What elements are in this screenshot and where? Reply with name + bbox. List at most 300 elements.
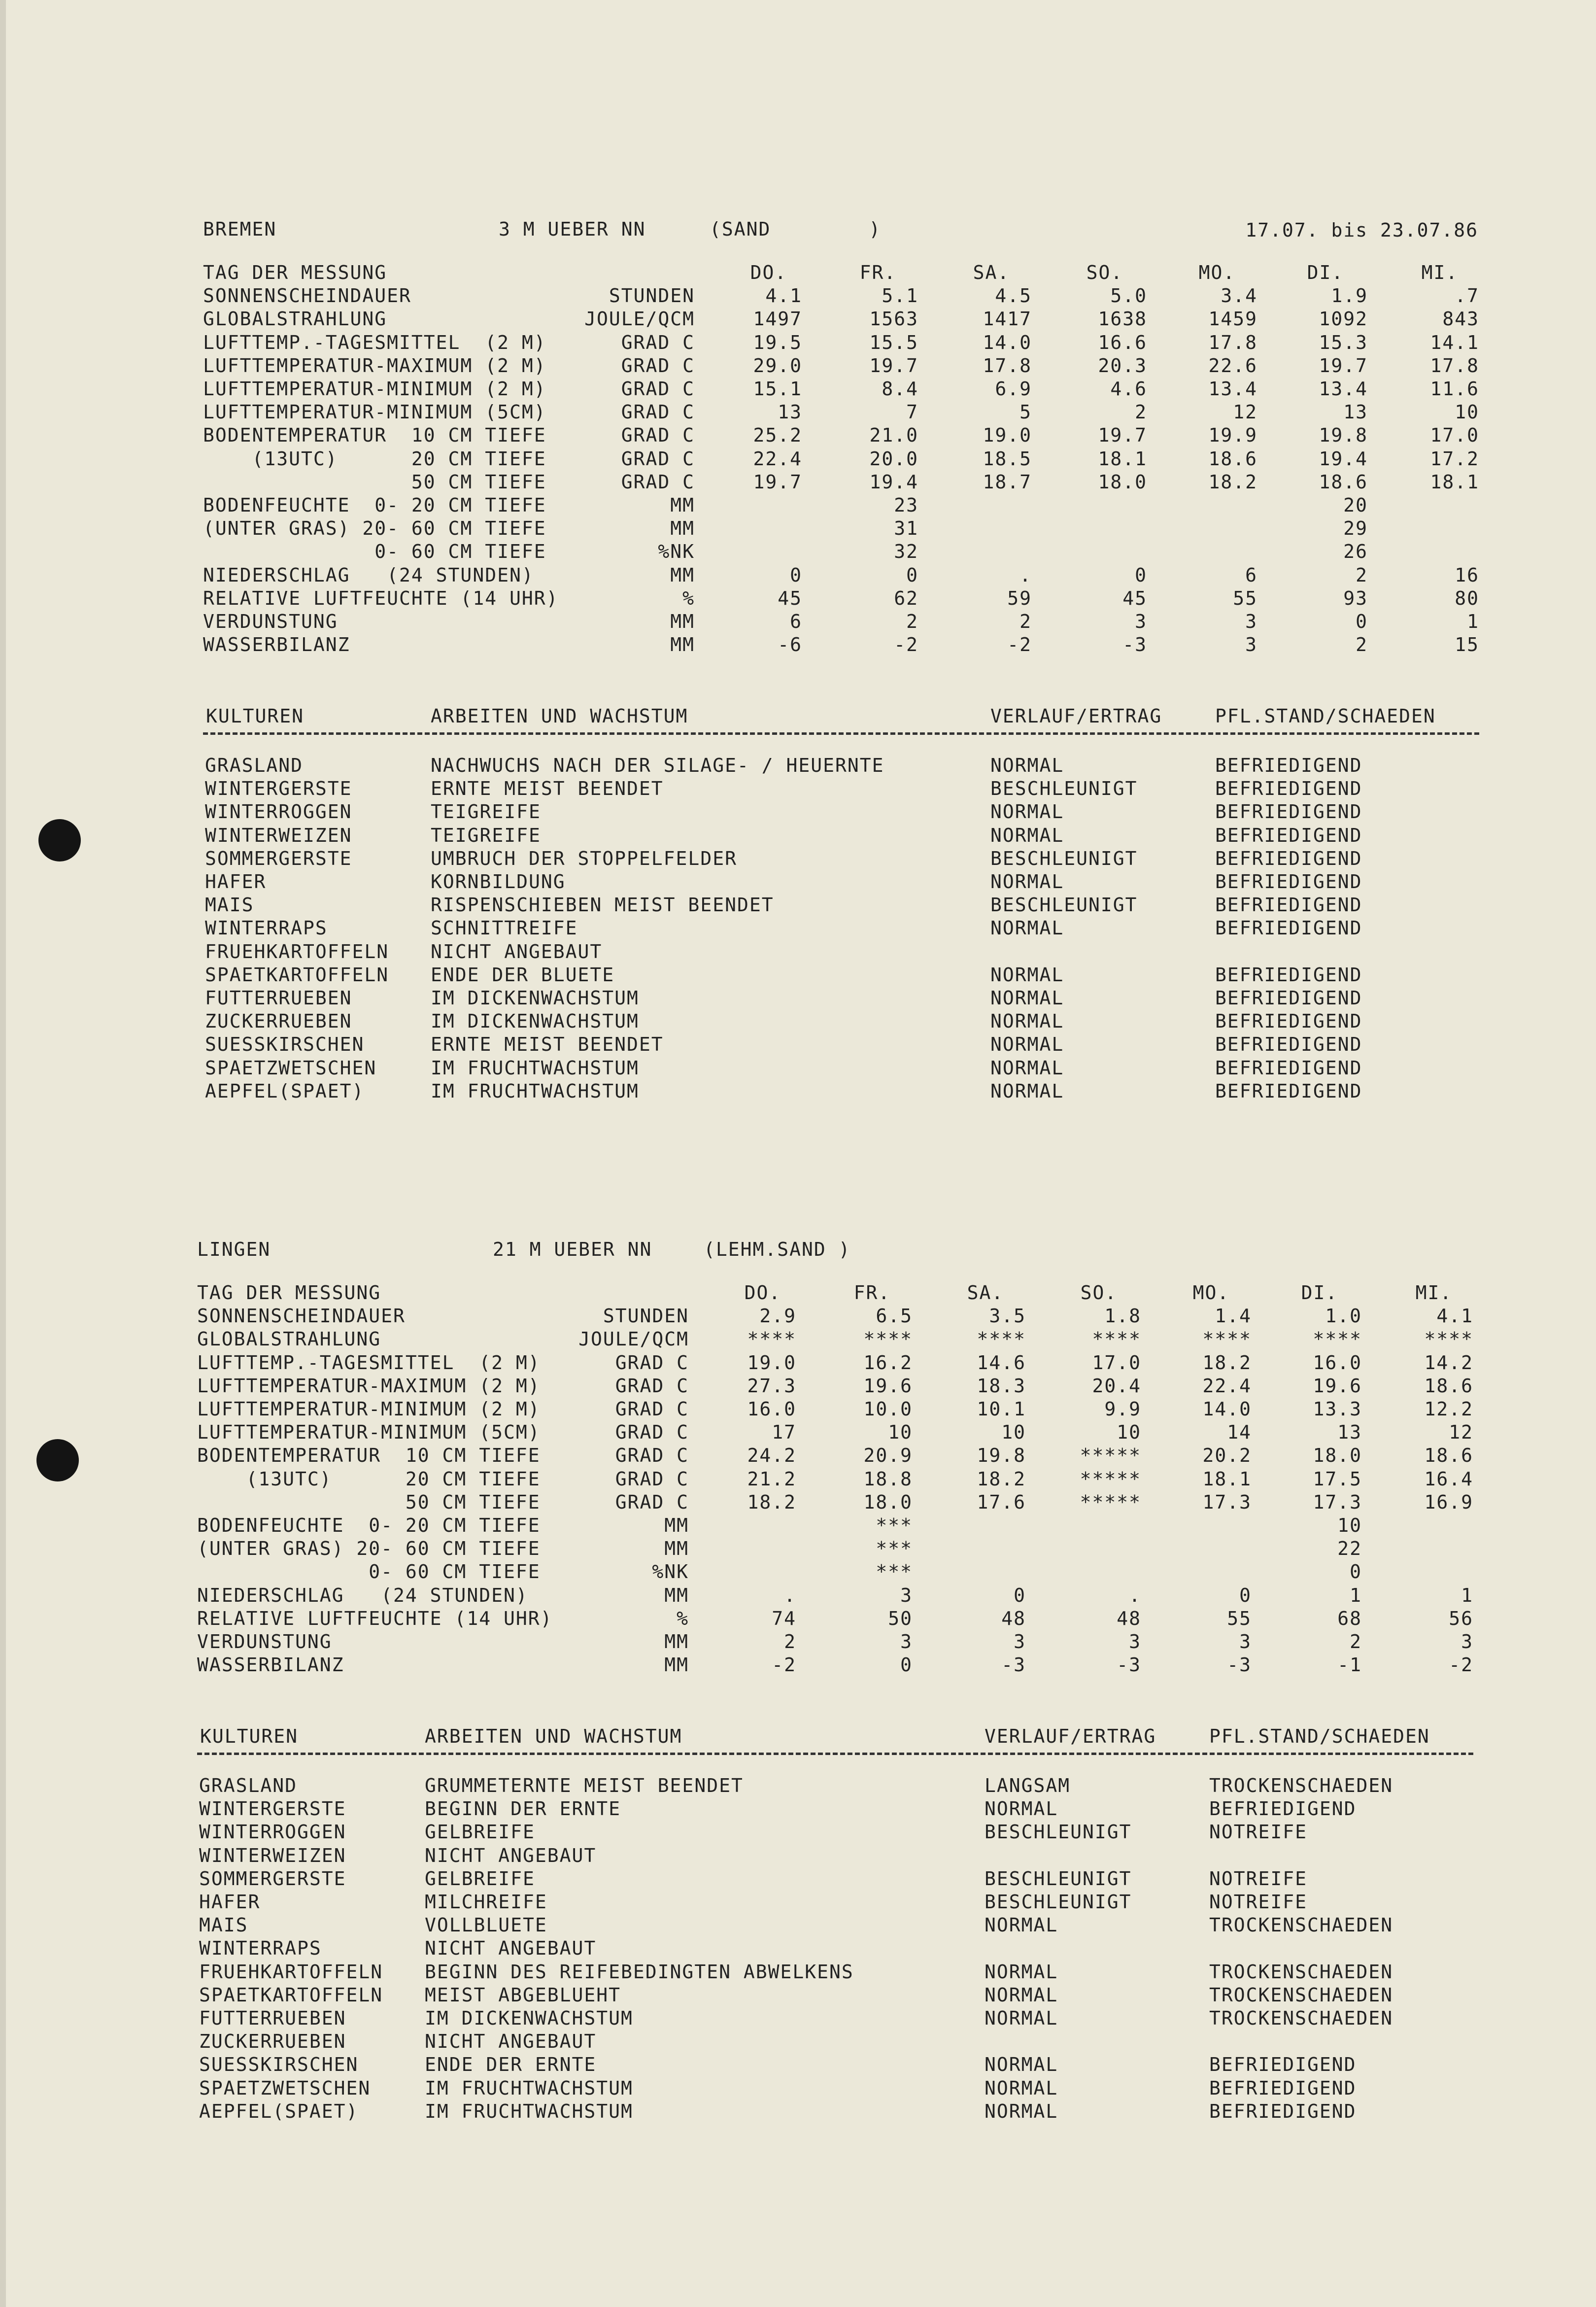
weather-value: .7 — [1455, 285, 1479, 307]
crop-state: NOTREIFE — [1209, 1867, 1308, 1890]
crop-name: SPAETKARTOFFELN — [205, 964, 389, 986]
weather-value: . — [1129, 1584, 1141, 1606]
crop-work: MEIST ABGEBLUEHT — [425, 1984, 621, 2006]
crop-work: UMBRUCH DER STOPPELFELDER — [431, 847, 737, 869]
day-header: DO. — [750, 262, 787, 283]
weather-value: 19.5 — [753, 331, 802, 353]
crop-work: ERNTE MEIST BEENDET — [431, 1033, 664, 1056]
weather-row-unit: MM — [670, 611, 695, 632]
weather-value: 1.8 — [1104, 1305, 1141, 1327]
crop-name: FRUEHKARTOFFELN — [199, 1961, 383, 1983]
weather-value: 21.0 — [869, 424, 918, 447]
weather-value: 18.1 — [1430, 471, 1479, 493]
weather-header-label: TAG DER MESSUNG — [197, 1282, 381, 1304]
crop-work: GRUMMETERNTE MEIST BEENDET — [425, 1775, 744, 1796]
crop-work: TEIGREIFE — [431, 824, 541, 846]
weather-value: 10 — [1337, 1515, 1362, 1536]
weather-value: **** — [1313, 1328, 1362, 1350]
crop-state: BEFRIEDIGEND — [1215, 1080, 1362, 1102]
weather-value: 16.0 — [747, 1398, 796, 1420]
weather-value: 1 — [1461, 1584, 1473, 1606]
weather-row-label: LUFTTEMPERATUR-MAXIMUM (2 M) — [203, 354, 546, 377]
crop-state: TROCKENSCHAEDEN — [1209, 1914, 1393, 1936]
weather-row-unit: GRAD C — [615, 1421, 689, 1444]
weather-row-unit: %NK — [652, 1561, 689, 1583]
weather-value: 48 — [1001, 1607, 1026, 1629]
crop-state: BEFRIEDIGEND — [1209, 2100, 1357, 2122]
weather-value: 14.0 — [1202, 1398, 1252, 1420]
weather-value: 1563 — [869, 308, 918, 330]
weather-value: 1638 — [1098, 308, 1147, 330]
weather-value: 10 — [1001, 1421, 1026, 1444]
crop-name: SOMMERGERSTE — [205, 847, 352, 869]
weather-row-label: (13UTC) 20 CM TIEFE — [197, 1468, 541, 1490]
weather-value: 18.8 — [863, 1468, 913, 1490]
crop-work: ENDE DER BLUETE — [431, 964, 615, 986]
crop-work: NICHT ANGEBAUT — [425, 1937, 597, 1960]
weather-value: 1497 — [753, 308, 802, 330]
weather-value: 17.3 — [1313, 1491, 1362, 1513]
weather-row-label: NIEDERSCHLAG (24 STUNDEN) — [197, 1584, 528, 1606]
weather-value: 19.6 — [863, 1375, 913, 1397]
crop-name: WINTERWEIZEN — [199, 1844, 346, 1866]
weather-value: *** — [876, 1515, 913, 1536]
weather-value: 45 — [1122, 587, 1147, 609]
weather-row-unit: GRAD C — [621, 401, 695, 423]
crop-state: BEFRIEDIGEND — [1215, 894, 1362, 916]
day-header: MI. — [1421, 262, 1459, 283]
crop-state: BEFRIEDIGEND — [1215, 1057, 1362, 1079]
crop-state: TROCKENSCHAEDEN — [1209, 1775, 1393, 1796]
crop-name: WINTERROGGEN — [205, 801, 352, 823]
crop-course: NORMAL — [985, 2100, 1058, 2122]
crop-work: BEGINN DES REIFEBEDINGTEN ABWELKENS — [425, 1961, 854, 1983]
weather-value: 5.0 — [1110, 285, 1147, 307]
weather-value: 843 — [1442, 308, 1479, 330]
weather-value: 18.2 — [1202, 1351, 1252, 1374]
weather-value: 2 — [1019, 611, 1032, 632]
weather-value: 3 — [900, 1584, 913, 1606]
weather-value: 12.2 — [1424, 1398, 1473, 1420]
crop-course: NORMAL — [990, 824, 1064, 846]
weather-row-unit: MM — [670, 634, 695, 656]
weather-value: 4.6 — [1110, 378, 1147, 400]
weather-value: 3 — [1129, 1631, 1141, 1653]
weather-value: 1.0 — [1325, 1305, 1362, 1327]
crop-course: BESCHLEUNIGT — [985, 1891, 1132, 1913]
day-header: SA. — [967, 1282, 1004, 1304]
weather-value: 7 — [906, 401, 918, 423]
weather-value: 18.2 — [977, 1468, 1026, 1490]
weather-row-unit: GRAD C — [615, 1445, 689, 1467]
weather-value: 56 — [1449, 1607, 1473, 1629]
weather-value: 5.1 — [882, 285, 918, 307]
crop-state: BEFRIEDIGEND — [1209, 1798, 1357, 1820]
weather-row-unit: GRAD C — [615, 1351, 689, 1374]
page-edge — [0, 0, 6, 2307]
day-header: DI. — [1301, 1282, 1338, 1304]
weather-value: 0 — [906, 564, 918, 586]
weather-value: 2 — [906, 611, 918, 632]
weather-value: 13 — [1337, 1421, 1362, 1444]
crop-work: VOLLBLUETE — [425, 1914, 547, 1936]
weather-value: 17.0 — [1092, 1351, 1141, 1374]
crop-name: WINTERRAPS — [199, 1937, 322, 1960]
weather-value: 19.4 — [1319, 448, 1368, 470]
weather-row-unit: GRAD C — [615, 1468, 689, 1490]
crop-course: NORMAL — [990, 987, 1064, 1009]
crop-name: GRASLAND — [199, 1775, 298, 1796]
crop-name: WINTERGERSTE — [199, 1798, 346, 1820]
weather-value: 0 — [790, 564, 802, 586]
weather-value: 18.2 — [747, 1491, 796, 1513]
weather-value: 1.9 — [1331, 285, 1368, 307]
crop-course: NORMAL — [985, 1961, 1058, 1983]
weather-value: 16.6 — [1098, 331, 1147, 353]
weather-row-label: 0- 60 CM TIEFE — [197, 1561, 541, 1583]
crop-state: TROCKENSCHAEDEN — [1209, 1984, 1393, 2006]
weather-value: 10.1 — [977, 1398, 1026, 1420]
weather-value: 3 — [1239, 1631, 1252, 1653]
weather-value: -3 — [1001, 1654, 1026, 1676]
weather-value: 22.4 — [1202, 1375, 1252, 1397]
crop-work: SCHNITTREIFE — [431, 917, 578, 939]
crop-name: SPAETZWETSCHEN — [205, 1057, 377, 1079]
weather-value: 12 — [1233, 401, 1257, 423]
weather-value: 20.2 — [1202, 1445, 1252, 1467]
crops-header-course: VERLAUF/ERTRAG — [985, 1725, 1156, 1747]
weather-row-label: NIEDERSCHLAG (24 STUNDEN) — [203, 564, 534, 586]
weather-value: 15.3 — [1319, 331, 1368, 353]
weather-value: 15.1 — [753, 378, 802, 400]
weather-value: 2 — [1350, 1631, 1362, 1653]
weather-value: -2 — [772, 1654, 796, 1676]
crop-name: MAIS — [205, 894, 254, 916]
weather-row-unit: % — [682, 587, 695, 609]
weather-value: 31 — [894, 517, 918, 540]
crop-work: RISPENSCHIEBEN MEIST BEENDET — [431, 894, 774, 916]
weather-value: 18.3 — [977, 1375, 1026, 1397]
weather-value: **** — [977, 1328, 1026, 1350]
weather-value: 16 — [1455, 564, 1479, 586]
weather-value: 3 — [1461, 1631, 1473, 1653]
weather-row-unit: MM — [664, 1654, 689, 1676]
crop-course: BESCHLEUNIGT — [990, 778, 1138, 800]
weather-value: 18.0 — [1313, 1445, 1362, 1467]
weather-row-label: SONNENSCHEINDAUER — [203, 285, 411, 307]
weather-value: 1092 — [1319, 308, 1368, 330]
crop-name: FRUEHKARTOFFELN — [205, 940, 389, 963]
crop-work: ERNTE MEIST BEENDET — [431, 778, 664, 800]
weather-value: 6 — [1245, 564, 1257, 586]
crop-course: NORMAL — [985, 2077, 1058, 2099]
station-soil: (LEHM.SAND ) — [704, 1239, 851, 1260]
crop-state: TROCKENSCHAEDEN — [1209, 1961, 1393, 1983]
crop-name: SUESSKIRSCHEN — [199, 2054, 359, 2076]
weather-value: 1 — [1467, 611, 1479, 632]
weather-row-unit: GRAD C — [621, 424, 695, 447]
crop-name: GRASLAND — [205, 755, 304, 776]
weather-row-label: (UNTER GRAS) 20- 60 CM TIEFE — [203, 517, 546, 540]
crop-work: NICHT ANGEBAUT — [425, 1844, 597, 1866]
crop-name: SPAETKARTOFFELN — [199, 1984, 383, 2006]
weather-value: 55 — [1233, 587, 1257, 609]
weather-value: 14.0 — [983, 331, 1032, 353]
weather-value: 14 — [1227, 1421, 1252, 1444]
weather-value: -2 — [1449, 1654, 1473, 1676]
weather-row-label: GLOBALSTRAHLUNG — [197, 1328, 381, 1350]
weather-value: 45 — [778, 587, 802, 609]
day-header: FR. — [853, 1282, 891, 1304]
crop-name: HAFER — [205, 871, 267, 893]
crop-state: BEFRIEDIGEND — [1209, 2077, 1357, 2099]
weather-header-label: TAG DER MESSUNG — [203, 262, 387, 283]
weather-row-label: LUFTTEMP.-TAGESMITTEL (2 M) — [197, 1351, 541, 1374]
weather-row-label: LUFTTEMPERATUR-MAXIMUM (2 M) — [197, 1375, 541, 1397]
station-name: BREMEN — [203, 218, 277, 240]
crop-work: IM FRUCHTWACHSTUM — [431, 1080, 639, 1102]
weather-value: 0 — [1350, 1561, 1362, 1583]
weather-value: 74 — [772, 1607, 796, 1629]
weather-row-label: VERDUNSTUNG — [197, 1631, 332, 1653]
weather-value: 13.4 — [1319, 378, 1368, 400]
weather-value: 17.8 — [983, 354, 1032, 377]
weather-value: 19.7 — [1098, 424, 1147, 447]
weather-value: **** — [747, 1328, 796, 1350]
weather-row-label: (13UTC) 20 CM TIEFE — [203, 448, 546, 470]
weather-value: 20 — [1343, 494, 1368, 516]
weather-value: *** — [876, 1538, 913, 1560]
weather-value: 6.9 — [995, 378, 1032, 400]
weather-value: 26 — [1343, 541, 1368, 563]
day-header: FR. — [859, 262, 897, 283]
weather-value: 18.6 — [1424, 1375, 1473, 1397]
weather-value: 13.4 — [1208, 378, 1257, 400]
weather-value: 1.4 — [1215, 1305, 1252, 1327]
weather-value: 80 — [1455, 587, 1479, 609]
crop-course: NORMAL — [990, 1080, 1064, 1102]
weather-value: 20.9 — [863, 1445, 913, 1467]
weather-value: 2 — [1135, 401, 1147, 423]
crop-name: HAFER — [199, 1891, 261, 1913]
weather-row-label: RELATIVE LUFTFEUCHTE (14 UHR) — [197, 1607, 553, 1629]
crop-name: FUTTERRUEBEN — [199, 2007, 346, 2029]
weather-row-unit: % — [677, 1607, 689, 1629]
crop-course: NORMAL — [990, 964, 1064, 986]
weather-value: 4.1 — [765, 285, 802, 307]
weather-row-label: SONNENSCHEINDAUER — [197, 1305, 406, 1327]
weather-value: 19.8 — [977, 1445, 1026, 1467]
weather-value: 25.2 — [753, 424, 802, 447]
weather-row-label: (UNTER GRAS) 20- 60 CM TIEFE — [197, 1538, 541, 1560]
crop-course: NORMAL — [990, 1010, 1064, 1033]
crop-state: BEFRIEDIGEND — [1215, 778, 1362, 800]
weather-row-unit: MM — [670, 494, 695, 516]
weather-row-label: BODENTEMPERATUR 10 CM TIEFE — [203, 424, 546, 447]
weather-row-unit: %NK — [658, 541, 695, 563]
crop-state: BEFRIEDIGEND — [1209, 2054, 1357, 2076]
weather-value: 19.9 — [1208, 424, 1257, 447]
weather-row-unit: STUNDEN — [603, 1305, 689, 1327]
weather-row-unit: GRAD C — [621, 331, 695, 353]
weather-row-unit: GRAD C — [615, 1491, 689, 1513]
station-elevation: 21 M UEBER NN — [493, 1239, 652, 1260]
weather-value: 18.6 — [1208, 448, 1257, 470]
weather-value: 10 — [1455, 401, 1479, 423]
weather-value: 17.5 — [1313, 1468, 1362, 1490]
crop-state: BEFRIEDIGEND — [1215, 987, 1362, 1009]
crop-course: BESCHLEUNIGT — [985, 1867, 1132, 1890]
weather-value: 55 — [1227, 1607, 1252, 1629]
crop-name: WINTERROGGEN — [199, 1821, 346, 1843]
day-header: MI. — [1415, 1282, 1453, 1304]
weather-value: 13 — [1343, 401, 1368, 423]
crop-course: NORMAL — [990, 1033, 1064, 1056]
weather-value: -3 — [1117, 1654, 1141, 1676]
crop-course: NORMAL — [990, 871, 1064, 893]
weather-row-label: VERDUNSTUNG — [203, 611, 338, 632]
weather-value: 59 — [1007, 587, 1032, 609]
weather-row-label: BODENFEUCHTE 0- 20 CM TIEFE — [197, 1515, 541, 1536]
weather-value: 19.7 — [753, 471, 802, 493]
weather-value: 2 — [1356, 634, 1368, 656]
weather-value: 1417 — [983, 308, 1032, 330]
crops-header-culture: KULTUREN — [200, 1725, 299, 1747]
weather-row-label: 0- 60 CM TIEFE — [203, 541, 546, 563]
weather-row-unit: GRAD C — [615, 1398, 689, 1420]
weather-row-label: 50 CM TIEFE — [203, 471, 546, 493]
weather-row-unit: GRAD C — [615, 1375, 689, 1397]
crop-work: IM FRUCHTWACHSTUM — [431, 1057, 639, 1079]
crop-name: ZUCKERRUEBEN — [205, 1010, 352, 1033]
weather-row-unit: GRAD C — [621, 378, 695, 400]
weather-value: 22 — [1337, 1538, 1362, 1560]
crop-state: BEFRIEDIGEND — [1215, 917, 1362, 939]
crop-work: MILCHREIFE — [425, 1891, 547, 1913]
crop-work: IM FRUCHTWACHSTUM — [425, 2100, 633, 2122]
crop-work: NICHT ANGEBAUT — [425, 2031, 597, 2053]
crop-work: ENDE DER ERNTE — [425, 2054, 597, 2076]
weather-value: 16.4 — [1424, 1468, 1473, 1490]
crop-work: NACHWUCHS NACH DER SILAGE- / HEUERNTE — [431, 755, 884, 776]
weather-value: 3 — [1014, 1631, 1026, 1653]
crops-header-work: ARBEITEN UND WACHSTUM — [425, 1725, 682, 1747]
day-header: MO. — [1192, 1282, 1230, 1304]
crop-course: BESCHLEUNIGT — [990, 847, 1138, 869]
weather-value: 18.6 — [1319, 471, 1368, 493]
crop-name: SOMMERGERSTE — [199, 1867, 346, 1890]
weather-value: 16.2 — [863, 1351, 913, 1374]
weather-value: 3.4 — [1221, 285, 1257, 307]
weather-value: 0 — [1135, 564, 1147, 586]
weather-value: 0 — [1014, 1584, 1026, 1606]
weather-value: 1 — [1350, 1584, 1362, 1606]
weather-value: 22.4 — [753, 448, 802, 470]
crop-work: GELBREIFE — [425, 1867, 535, 1890]
weather-value: 48 — [1117, 1607, 1141, 1629]
weather-value: 18.1 — [1202, 1468, 1252, 1490]
weather-value: 18.5 — [983, 448, 1032, 470]
weather-value: 5 — [1019, 401, 1032, 423]
weather-value: 13 — [778, 401, 802, 423]
weather-row-label: LUFTTEMPERATUR-MINIMUM (5CM) — [203, 401, 546, 423]
weather-value: 6.5 — [876, 1305, 913, 1327]
weather-value: 8.4 — [882, 378, 918, 400]
day-header: DI. — [1307, 262, 1344, 283]
weather-value: 18.1 — [1098, 448, 1147, 470]
punch-hole — [36, 1439, 79, 1481]
weather-value: **** — [1202, 1328, 1252, 1350]
weather-value: 68 — [1337, 1607, 1362, 1629]
weather-value: -1 — [1337, 1654, 1362, 1676]
weather-value: 17.0 — [1430, 424, 1479, 447]
weather-row-label: LUFTTEMPERATUR-MINIMUM (5CM) — [197, 1421, 541, 1444]
crop-state: BEFRIEDIGEND — [1215, 964, 1362, 986]
weather-value: 2 — [1356, 564, 1368, 586]
day-header: SO. — [1086, 262, 1123, 283]
weather-value: 93 — [1343, 587, 1368, 609]
crop-work: KORNBILDUNG — [431, 871, 566, 893]
weather-value: 29 — [1343, 517, 1368, 540]
weather-value: 19.0 — [747, 1351, 796, 1374]
crop-course: LANGSAM — [985, 1775, 1071, 1796]
weather-value: 3 — [1245, 634, 1257, 656]
weather-value: 3.5 — [989, 1305, 1026, 1327]
weather-value: ***** — [1080, 1468, 1141, 1490]
weather-value: . — [1019, 564, 1032, 586]
crop-name: ZUCKERRUEBEN — [199, 2031, 346, 2053]
weather-row-unit: STUNDEN — [609, 285, 695, 307]
weather-value: 14.2 — [1424, 1351, 1473, 1374]
crop-course: NORMAL — [985, 2007, 1058, 2029]
weather-value: 14.6 — [977, 1351, 1026, 1374]
weather-value: 20.4 — [1092, 1375, 1141, 1397]
weather-value: 6 — [790, 611, 802, 632]
weather-value: 4.1 — [1436, 1305, 1473, 1327]
weather-value: 23 — [894, 494, 918, 516]
weather-value: 24.2 — [747, 1445, 796, 1467]
crop-state: BEFRIEDIGEND — [1215, 755, 1362, 776]
crop-name: SPAETZWETSCHEN — [199, 2077, 371, 2099]
crop-state: BEFRIEDIGEND — [1215, 824, 1362, 846]
weather-value: **** — [863, 1328, 913, 1350]
weather-value: **** — [1092, 1328, 1141, 1350]
weather-value: 19.7 — [1319, 354, 1368, 377]
weather-value: 27.3 — [747, 1375, 796, 1397]
weather-value: 19.0 — [983, 424, 1032, 447]
weather-value: 29.0 — [753, 354, 802, 377]
weather-value: 9.9 — [1104, 1398, 1141, 1420]
crop-work: IM DICKENWACHSTUM — [425, 2007, 633, 2029]
weather-value: 18.0 — [1098, 471, 1147, 493]
crop-state: NOTREIFE — [1209, 1891, 1308, 1913]
weather-value: 18.7 — [983, 471, 1032, 493]
weather-value: 2 — [784, 1631, 796, 1653]
weather-row-unit: JOULE/QCM — [578, 1328, 689, 1350]
weather-row-label: BODENTEMPERATUR 10 CM TIEFE — [197, 1445, 541, 1467]
weather-value: 20.3 — [1098, 354, 1147, 377]
weather-value: 3 — [900, 1631, 913, 1653]
crop-state: BEFRIEDIGEND — [1215, 1010, 1362, 1033]
crop-state: NOTREIFE — [1209, 1821, 1308, 1843]
day-header: SO. — [1080, 1282, 1118, 1304]
crop-work: NICHT ANGEBAUT — [431, 940, 603, 963]
crop-work: GELBREIFE — [425, 1821, 535, 1843]
weather-row-label: 50 CM TIEFE — [197, 1491, 541, 1513]
weather-row-unit: MM — [664, 1631, 689, 1653]
weather-value: 11.6 — [1430, 378, 1479, 400]
weather-value: . — [784, 1584, 796, 1606]
